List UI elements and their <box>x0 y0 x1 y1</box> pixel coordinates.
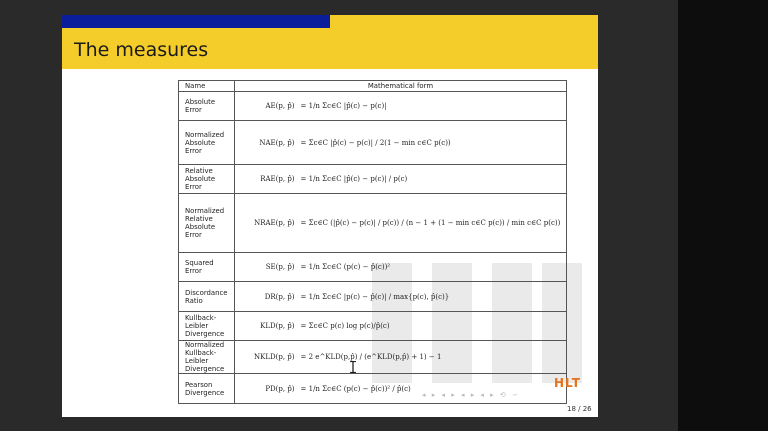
right-dark-edge <box>678 0 768 431</box>
measure-formula <box>234 121 567 165</box>
measures-table <box>178 80 567 404</box>
slide-title: The measures <box>74 39 209 61</box>
measure-formula <box>234 341 567 374</box>
formula-lhs: PD(p, p̂) <box>265 384 295 393</box>
page-number: 18 / 26 <box>567 405 592 413</box>
measure-name: Pearson Divergence <box>179 374 235 404</box>
measure-formula <box>234 374 567 404</box>
header-form: Mathematical form <box>234 81 567 92</box>
formula-rhs: = 1/n Σc∈C |p(c) − p̂(c)| / max{p(c), p̂(c)} <box>300 292 450 301</box>
formula-lhs: NKLD(p, p̂) <box>254 353 295 361</box>
table-header-row <box>179 81 567 92</box>
measure-formula <box>234 194 567 253</box>
formula-rhs: = Σc∈C p(c) log p(c)/p̂(c) <box>300 322 390 330</box>
measure-formula <box>234 312 567 341</box>
formula-lhs: NAE(p, p̂) <box>259 138 295 147</box>
measure-formula <box>234 253 567 282</box>
measure-name: Discordance Ratio <box>179 282 235 312</box>
table-row <box>179 282 567 312</box>
measure-formula <box>234 165 567 194</box>
table-row <box>179 253 567 282</box>
measure-formula <box>234 282 567 312</box>
formula-rhs: = Σc∈C (|p̂(c) − p(c)| / p(c)) / (n − 1 + (1 − min c∈C p(c)) / min c∈C p(c)) <box>300 219 561 227</box>
measure-name: Kullback-Leibler Divergence <box>179 312 235 341</box>
measure-name: Absolute Error <box>179 92 235 121</box>
formula-lhs: KLD(p, p̂) <box>260 322 295 330</box>
formula-rhs: = 1/n Σc∈C |p̂(c) − p(c)| / p(c) <box>300 175 408 183</box>
formula-lhs: RAE(p, p̂) <box>260 175 295 183</box>
measure-formula <box>234 92 567 121</box>
formula-rhs: = 1/n Σc∈C |p̂(c) − p(c)| <box>300 102 387 110</box>
slide <box>62 15 598 417</box>
hlt-logo: HLT <box>554 376 581 390</box>
top-bar-blue-segment <box>62 15 330 28</box>
formula-rhs: = 2 e^KLD(p,p̂) / (e^KLD(p,p̂) + 1) − 1 <box>300 353 442 361</box>
measure-name: Normalized Absolute Error <box>179 121 235 165</box>
measure-name: Relative Absolute Error <box>179 165 235 194</box>
formula-rhs: = 1/n Σc∈C (p(c) − p̂(c))² <box>300 263 391 271</box>
measure-name: Normalized Kullback-Leibler Divergence <box>179 341 235 374</box>
formula-lhs: DR(p, p̂) <box>264 292 295 301</box>
table-row <box>179 165 567 194</box>
formula-rhs: = 1/n Σc∈C (p(c) − p̂(c))² / p̂(c) <box>300 384 411 393</box>
table-row <box>179 92 567 121</box>
formula-lhs: SE(p, p̂) <box>265 263 295 271</box>
beamer-navigation-icons[interactable]: ◂ ▸ ◂ ▸ ◂ ▸ ◂ ▸ ⟲ ∽ <box>422 391 520 399</box>
formula-lhs: NRAE(p, p̂) <box>254 219 295 227</box>
table-row <box>179 312 567 341</box>
table-row <box>179 194 567 253</box>
header-name: Name <box>179 81 235 92</box>
mouse-cursor-icon <box>348 361 358 373</box>
measure-name: Squared Error <box>179 253 235 282</box>
measure-name: Normalized Relative Absolute Error <box>179 194 235 253</box>
formula-lhs: AE(p, p̂) <box>265 102 295 110</box>
table-row <box>179 374 567 404</box>
table-row <box>179 341 567 374</box>
formula-rhs: = Σc∈C |p̂(c) − p(c)| / 2(1 − min c∈C p(c)) <box>300 138 451 147</box>
table-row <box>179 121 567 165</box>
